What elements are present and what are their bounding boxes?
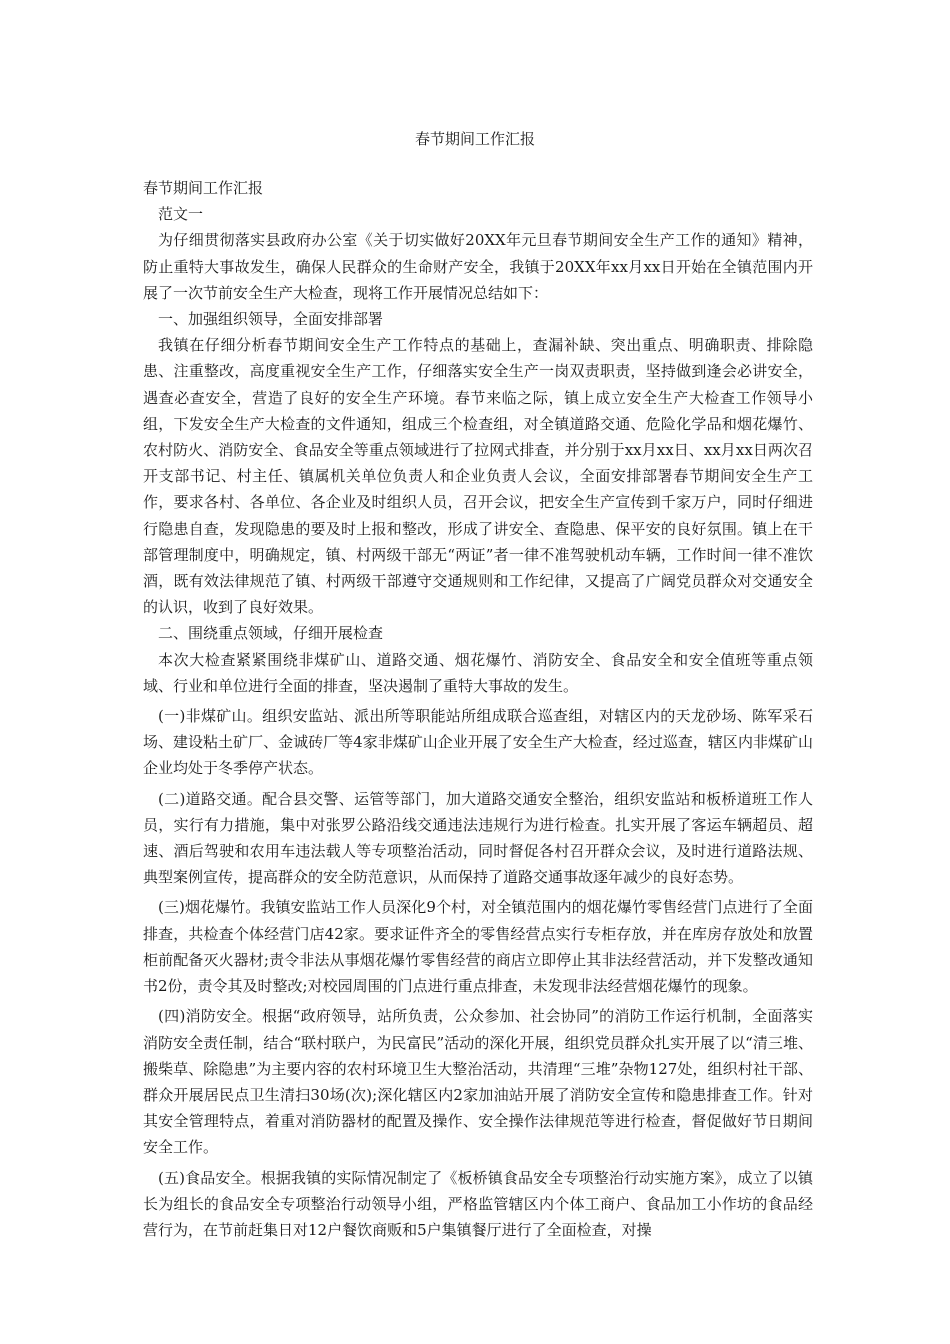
paragraph-intro: 为仔细贯彻落实县政府办公室《关于切实做好20XX年元旦春节期间安全生产工作的通知》精神，防止重特大事故发生，确保人民群众的生命财产安全，我镇于20XX年xx月xx日开始在全镇范围内开展了一次节前安全生产大检查，现将工作开展情况总结如下： — [143, 231, 813, 302]
paragraph-section-one: 我镇在仔细分析春节期间安全生产工作特点的基础上，查漏补缺、突出重点、明确职责、排除隐患、注重整改，高度重视安全生产工作，仔细落实安全生产一岗双责职责，坚持做到逢会必讲安全，遇查必查安全，营造了良好的安全生产环境。春节来临之际，镇上成立安全生产大检查工作领导小组，下发安全生产大检查的文件通知，组成三个检查组，对全镇道路交通、危险化学品和烟花爆竹、农村防火、消防安全、食品安全等重点领域进行了拉网式排查，并分别于xx月xx日、xx月xx日两次召开支部书记、村主任、镇属机关单位负责人和企业负责人会议，全面安排部署春节期间安全生产工作，要求各村、各单位、各企业及时组织人员，召开会议，把安全生产宣传到千家万户，同时仔细进行隐患自查，发现隐患的要及时上报和整改，形成了讲安全、查隐患、保平安的良好氛围。镇上在干部管理制度中，明确规定，镇、村两级干部无“两证”者一律不准驾驶机动车辆，工作时间一律不准饮酒，既有效法律规范了镇、村两级干部遵守交通规则和工作纪律，又提高了广阔党员群众对交通安全的认识，收到了良好效果。 — [143, 336, 813, 617]
section-label-sample-one: 范文一 — [158, 205, 204, 224]
document-title: 春节期间工作汇报 — [414, 130, 535, 148]
document-body — [143, 175, 813, 1243]
paragraph-fire-safety: (四)消防安全。根据“政府领导，站所负责，公众参加、社会协同”的消防工作运行机制，全面落实消防安全责任制，结合“联村联户，为民富民”活动的深化开展，组织党员群众扎实开展了以“清三堆、搬柴草、除隐患”为主要内容的农村环境卫生大整治活动，共清理“三堆”杂物127处，组织村社干部、群众开展居民点卫生清扫30场(次);深化辖区内2家加油站开展了消防安全宣传和隐患排查工作。针对其安全管理特点，着重对消防器材的配置及操作、安全操作法律规范等进行检查，督促做好节日期间安全工作。 — [143, 1007, 813, 1157]
paragraph-section-two: 本次大检查紧紧围绕非煤矿山、道路交通、烟花爆竹、消防安全、食品安全和安全值班等重点领域、行业和单位进行全面的排查，坚决遏制了重特大事故的发生。 — [143, 650, 813, 695]
paragraph-fireworks: (三)烟花爆竹。我镇安监站工作人员深化9个村，对全镇范围内的烟花爆竹零售经营门点进行了全面排查，共检查个体经营门店42家。要求证件齐全的零售经营点实行专柜存放，并在库房存放处和放置柜前配备灭火器材;责令非法从事烟花爆竹零售经营的商店立即停止其非法经营活动，并下发整改通知书2份，责令其及时整改;对校园周围的门点进行重点排查，未发现非法经营烟花爆竹的现象。 — [143, 898, 813, 996]
document-subtitle: 春节期间工作汇报 — [143, 179, 264, 197]
heading-section-two: 二、围绕重点领域，仔细开展检查 — [158, 624, 384, 643]
paragraph-mines: (一)非煤矿山。组织安监站、派出所等职能站所组成联合巡查组，对辖区内的天龙砂场、陈军采石场、建设粘土矿厂、金诚砖厂等4家非煤矿山企业开展了安全生产大检查，经过巡查，辖区内非煤矿山企业均处于冬季停产状态。 — [143, 707, 813, 778]
paragraph-food-safety: (五)食品安全。根据我镇的实际情况制定了《板桥镇食品安全专项整治行动实施方案》，成立了以镇长为组长的食品安全专项整治行动领导小组，严格监管辖区内个体工商户、食品加工小作坊的食品经营行为，在节前赶集日对12户餐饮商贩和5户集镇餐厅进行了全面检查，对操 — [143, 1168, 813, 1239]
paragraph-traffic: (二)道路交通。配合县交警、运管等部门，加大道路交通安全整治，组织安监站和板桥道班工作人员，实行有力措施，集中对张罗公路沿线交通违法违规行为进行检查。扎实开展了客运车辆超员、超速、酒后驾驶和农用车违法载人等专项整治活动，同时督促各村召开群众会议，及时进行道路法规、典型案例宣传，提高群众的安全防范意识，从而保持了道路交通事故逐年减少的良好态势。 — [143, 789, 813, 887]
heading-section-one: 一、加强组织领导，全面安排部署 — [158, 310, 384, 329]
